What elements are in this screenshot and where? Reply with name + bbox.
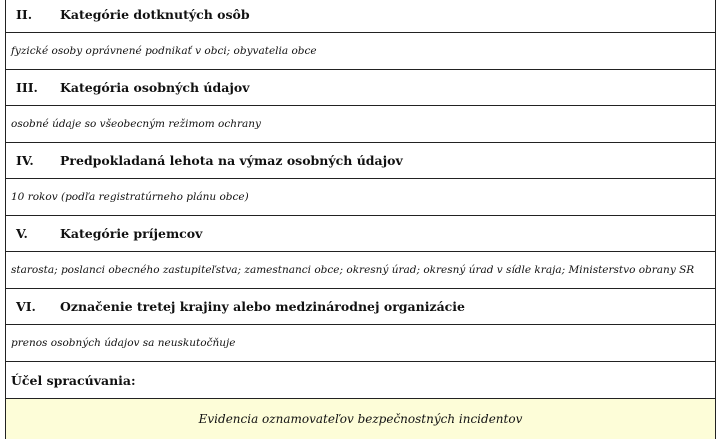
section-numeral: VI.: [16, 299, 36, 314]
form-table: [5, 0, 716, 439]
section-value-text: osobné údaje so všeobecným režimom ochrany: [11, 118, 261, 130]
purpose-label: Účel spracúvania:: [11, 372, 136, 388]
section-value-text: 10 rokov (podľa registratúrneho plánu obce): [11, 191, 249, 203]
section-header-iii: [6, 70, 715, 106]
section-header-v: [6, 216, 715, 252]
section-value-text: starosta; poslanci obecného zastupiteľstva; zamestnanci obce; okresný úrad; okresný úrad v sídle kraja; Ministerstvo obrany SR: [11, 264, 695, 276]
section-numeral: III.: [16, 80, 38, 95]
section-header-ii: [6, 0, 715, 33]
section-numeral: V.: [16, 226, 28, 241]
section-value-iii: [6, 106, 715, 143]
section-title: Predpokladaná lehota na výmaz osobných údajov: [60, 153, 403, 168]
section-title: Kategórie dotknutých osôb: [60, 7, 250, 22]
section-title: Kategória osobných údajov: [60, 80, 250, 95]
section-value-iv: [6, 179, 715, 216]
section-value-ii: [6, 33, 715, 70]
section-title: Označenie tretej krajiny alebo medzinárodnej organizácie: [60, 299, 465, 314]
purpose-label-row: [6, 362, 715, 399]
section-value-text: prenos osobných údajov sa neuskutočňuje: [11, 337, 236, 349]
section-header-iv: [6, 143, 715, 179]
section-numeral: IV.: [16, 153, 34, 168]
section-value-vi: [6, 325, 715, 362]
section-value-text: fyzické osoby oprávnené podnikať v obci; obyvatelia obce: [11, 45, 317, 57]
purpose-value: Evidencia oznamovateľov bezpečnostných incidentov: [198, 412, 523, 426]
section-header-vi: [6, 289, 715, 325]
section-title: Kategórie príjemcov: [60, 226, 203, 241]
section-value-v: [6, 252, 715, 289]
purpose-value-row: [6, 399, 715, 439]
section-numeral: II.: [16, 7, 33, 22]
